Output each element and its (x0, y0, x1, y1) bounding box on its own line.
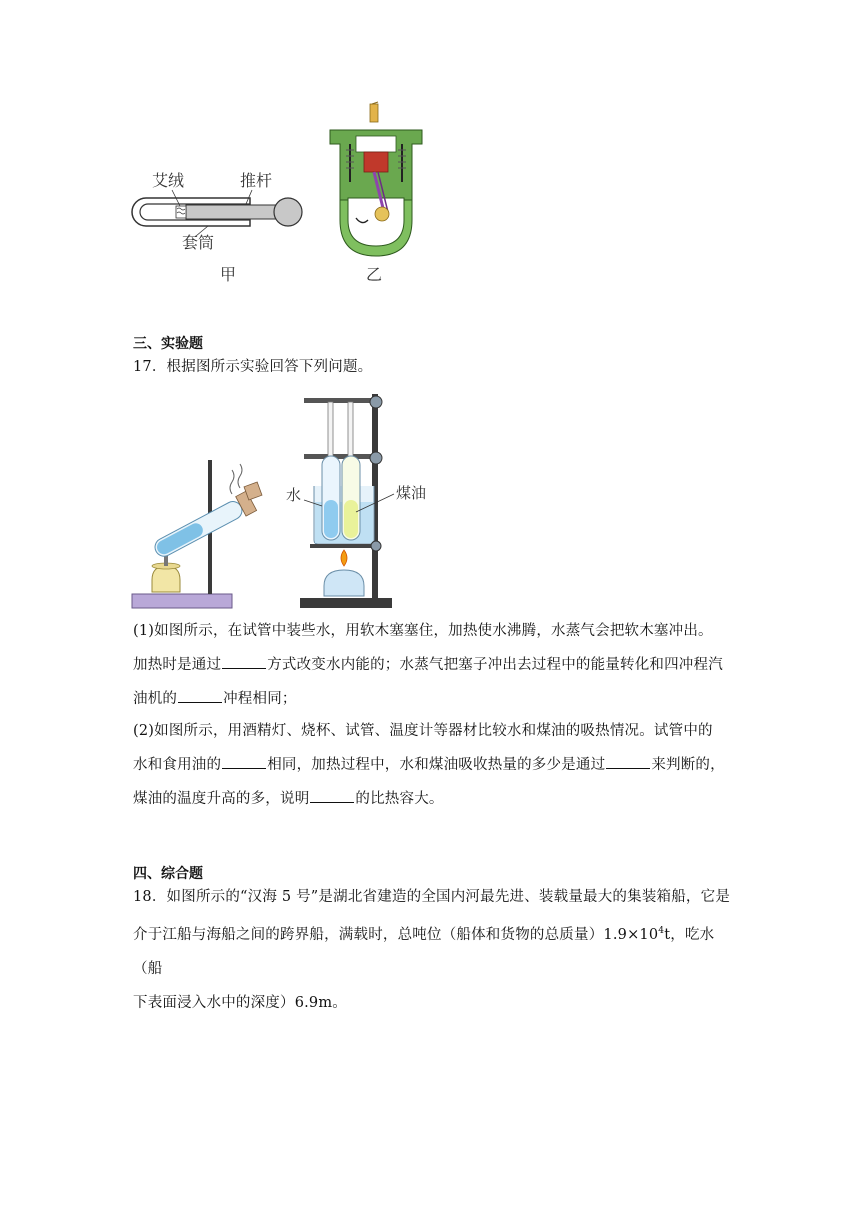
figure-jia (128, 160, 328, 290)
q17-figure-right (284, 390, 444, 612)
text: 的比热容大。 (355, 791, 444, 807)
text: 冲程相同； (223, 691, 297, 707)
caption-yi: 乙 (366, 265, 383, 284)
q18-text (133, 880, 733, 1020)
answer-blank[interactable] (222, 752, 266, 769)
tonnage-mantissa: 1.9×10 (603, 926, 659, 943)
test-tube-heating-diagram (128, 458, 278, 610)
tonnage-value (603, 927, 670, 943)
label-aixong: 艾绒 (152, 171, 185, 190)
caption-jia: 甲 (220, 265, 237, 284)
q18-line1: 18．如图所示的“汉海 5 号”是湖北省建造的全国内河最先进、装载量最大的集装箱船，它是 (133, 889, 731, 905)
q17-p2-line3 (133, 782, 733, 816)
q17-p2-line2 (133, 748, 733, 782)
label-kerosene: 煤油 (396, 484, 427, 502)
label-taotong: 套筒 (182, 233, 215, 252)
text: 煤油的温度升高的多，说明 (133, 791, 310, 807)
figure-yi (326, 100, 426, 290)
engine-diagram (326, 100, 426, 260)
q18-line2 (133, 914, 733, 986)
text: 介于江船与海船之间的跨界船，满载时，总吨位（船体和货物的总质量） (133, 926, 604, 943)
q17-part2 (133, 714, 733, 816)
q17-part1 (133, 614, 733, 716)
q18-line3: 下表面浸入水中的深度）6.9m。 (133, 994, 348, 1011)
q17-stem: 17．根据图所示实验回答下列问题。 (133, 359, 373, 375)
label-water: 水 (286, 486, 302, 504)
answer-blank[interactable] (222, 652, 266, 669)
label-tuigan: 推杆 (240, 171, 273, 190)
text: 水和食用油的 (133, 757, 222, 773)
text: 相同，加热过程中，水和煤油吸收热量的多少是通过 (267, 757, 606, 773)
text: 油机的 (133, 691, 178, 707)
q17-p2-line1: (2)如图所示，用酒精灯、烧杯、试管、温度计等器材比较水和煤油的吸热情况。试管中的 (133, 723, 713, 739)
q17-p1-line1: (1)如图所示，在试管中装些水，用软木塞塞住，加热使水沸腾，水蒸气会把软木塞冲出。 (133, 623, 713, 639)
answer-blank[interactable] (178, 686, 222, 703)
tonnage-unit: t (664, 926, 671, 943)
text: 方式改变水内能的；水蒸气把塞子冲出去过程中的能量转化和四冲程汽 (267, 657, 723, 673)
text: ，吃水（船 (133, 926, 715, 977)
section-3-heading: 三、实验题 (133, 336, 203, 352)
answer-blank[interactable] (310, 786, 354, 803)
answer-blank[interactable] (606, 752, 650, 769)
q17-figure-left (128, 458, 278, 610)
text: 来判断的， (651, 757, 725, 773)
section-4-heading: 四、综合题 (133, 866, 203, 882)
q17-p1-line2 (133, 648, 733, 682)
q17-p1-line3 (133, 682, 733, 716)
tonnage-exponent: 4 (658, 926, 665, 936)
text: 加热时是通过 (133, 657, 222, 673)
